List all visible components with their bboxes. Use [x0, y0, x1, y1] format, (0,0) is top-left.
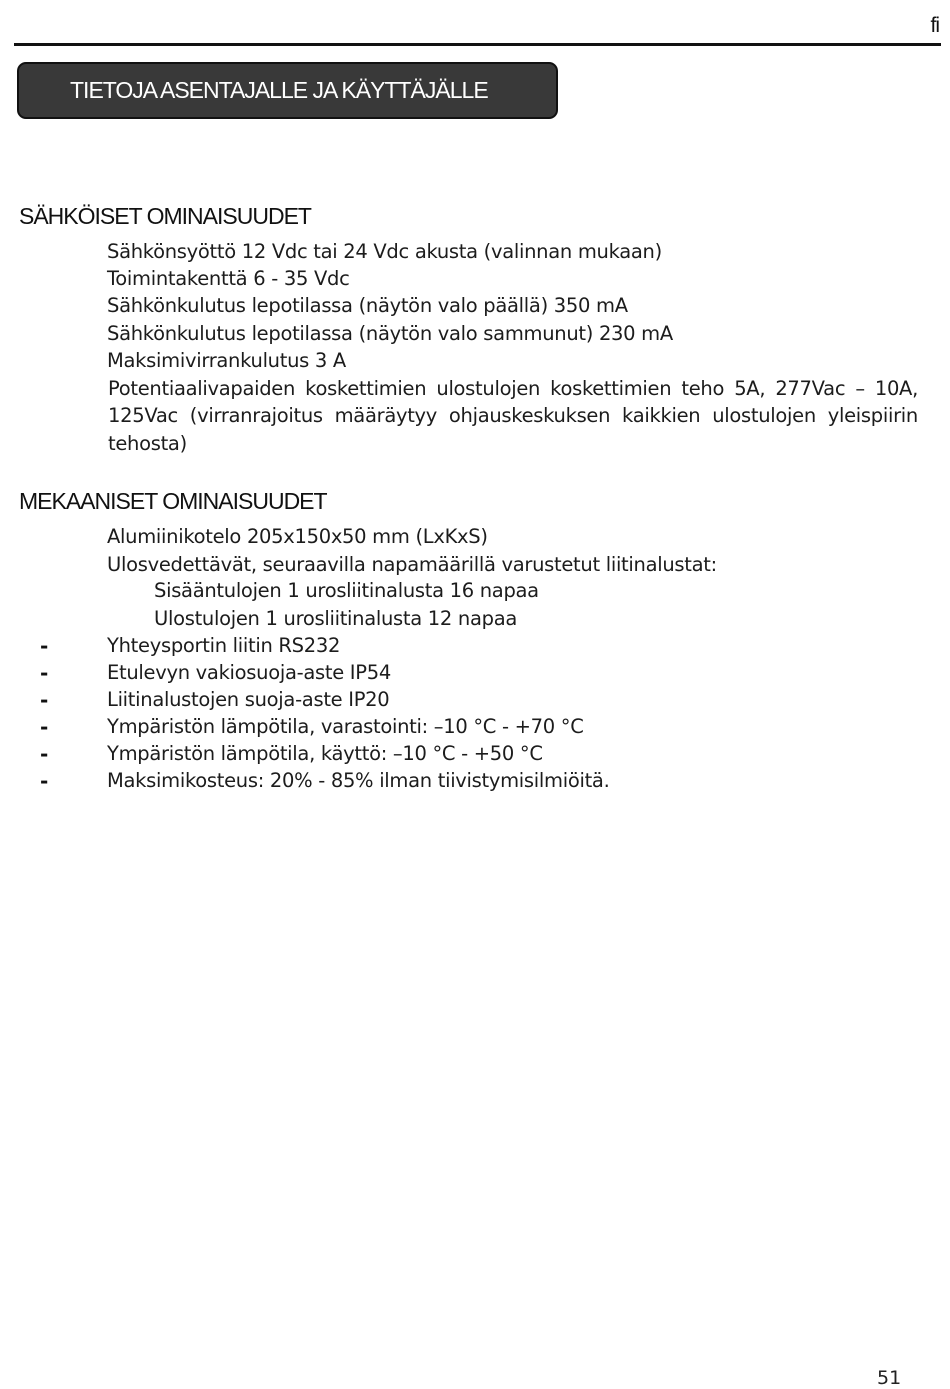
page-number: 51: [877, 1367, 902, 1389]
mechanical-bullet-item: Liitinalustojen suoja-aste IP20: [107, 688, 390, 711]
mechanical-item: Ulosvedettävät, seuraavilla napamäärillä varustetut liitinalustat:: [107, 553, 717, 576]
bullet-marker: -: [40, 769, 49, 793]
bullet-marker: -: [40, 742, 49, 766]
mechanical-item: Alumiinikotelo 205x150x50 mm (LxKxS): [107, 525, 488, 548]
bullet-marker: -: [40, 688, 49, 712]
terminal-sub-item: Ulostulojen 1 urosliitinalusta 12 napaa: [154, 607, 517, 630]
electrical-item: Potentiaalivapaiden koskettimien ulostulojen koskettimien teho 5A, 277Vac – 10A, 125Vac (virranrajoitus määräytyy ohjauskeskuksen kaikkien ulostulojen yleispiirin tehosta): [108, 377, 918, 455]
terminal-sub-item: Sisääntulojen 1 urosliitinalusta 16 napaa: [154, 579, 539, 602]
mechanical-bullet-item: Ympäristön lämpötila, varastointi: –10 °C - +70 °C: [107, 715, 584, 738]
electrical-item: Sähkönsyöttö 12 Vdc tai 24 Vdc akusta (valinnan mukaan): [107, 240, 662, 263]
electrical-item: Toimintakenttä 6 - 35 Vdc: [107, 267, 350, 290]
language-code: fi: [930, 14, 939, 37]
section-banner: [17, 62, 558, 119]
header-rule: [14, 43, 941, 46]
banner-title: TIETOJA ASENTAJALLE JA KÄYTTÄJÄLLE: [70, 77, 488, 103]
electrical-heading: SÄHKÖISET OMINAISUUDET: [19, 203, 311, 229]
electrical-item: Maksimivirrankulutus 3 A: [107, 349, 346, 372]
mechanical-heading: MEKAANISET OMINAISUUDET: [19, 488, 327, 514]
bullet-marker: -: [40, 634, 49, 658]
bullet-marker: -: [40, 661, 49, 685]
mechanical-bullet-item: Maksimikosteus: 20% - 85% ilman tiivistymisilmiöitä.: [107, 769, 610, 792]
electrical-item: Sähkönkulutus lepotilassa (näytön valo päällä) 350 mA: [107, 294, 628, 317]
mechanical-bullet-item: Yhteysportin liitin RS232: [107, 634, 341, 657]
mechanical-bullet-item: Ympäristön lämpötila, käyttö: –10 °C - +50 °C: [107, 742, 543, 765]
mechanical-bullet-item: Etulevyn vakiosuoja-aste IP54: [107, 661, 391, 684]
electrical-item: Sähkönkulutus lepotilassa (näytön valo sammunut) 230 mA: [107, 322, 673, 345]
bullet-marker: -: [40, 715, 49, 739]
